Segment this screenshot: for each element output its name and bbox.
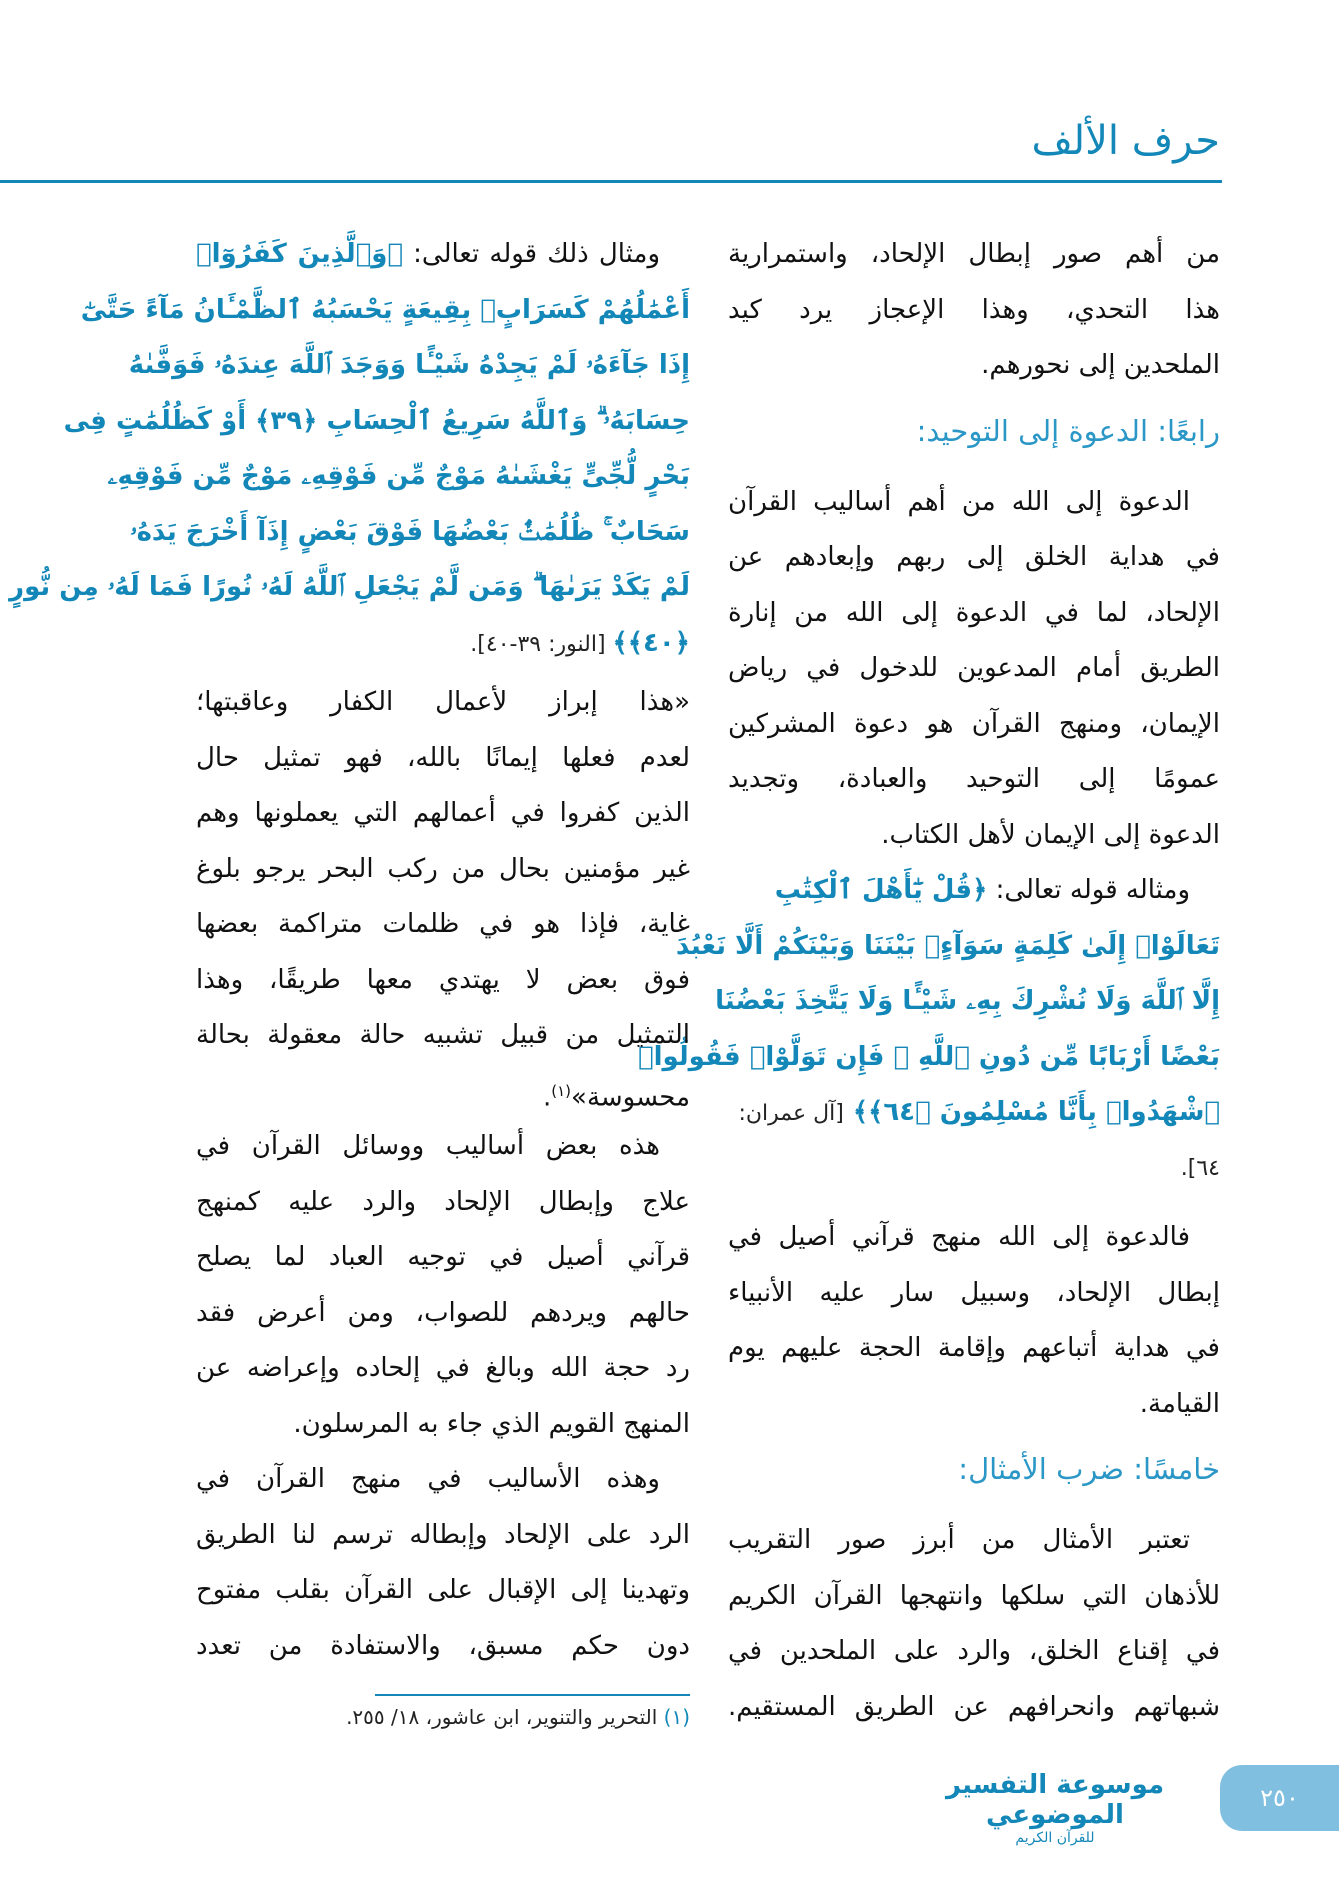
verse-text: بَعْضًا أَرْبَابًا مِّن دُونِ ٱللَّهِ ۚ فَإِن تَوَلَّوْا۟ فَقُولُوا۟ — [638, 1041, 1220, 1072]
text-line: المنهج القويم الذي جاء به المرسلون. — [293, 1408, 690, 1439]
text-line: قرآني أصيل في توجيه العباد لما يصلح — [196, 1242, 690, 1272]
text-line: الدعوة إلى الإيمان لأهل الكتاب. — [881, 819, 1220, 850]
text-line: الإلحاد، لما في الدعوة إلى الله من إنارة — [728, 597, 1220, 628]
section-heading: رابعًا: الدعوة إلى التوحيد: — [916, 413, 1220, 448]
text-line: هذا التحدي، وهذا الإعجاز يرد كيد — [728, 294, 1220, 325]
page-number-badge — [1220, 1765, 1339, 1831]
page-number: ٢٥٠ — [1260, 1784, 1299, 1812]
footnote-text: التحرير والتنوير، ابن عاشور، ١٨/ ٢٥٥. — [346, 1705, 658, 1729]
text-line: في هداية أتباعهم وإقامة الحجة عليهم يوم — [728, 1333, 1220, 1363]
text-line: للأذهان التي سلكها وانتهجها القرآن الكريم — [728, 1580, 1220, 1611]
footnote — [196, 1705, 690, 1729]
verse-line: سَحَابٌ ۚ ظُلُمَٰتٌۢ بَعْضُهَا فَوْقَ بَعْضٍ إِذَآ أَخْرَجَ يَدَهُۥ — [130, 516, 690, 547]
verse-reference: [آل عمران: — [738, 1101, 844, 1126]
text-line: في هداية الخلق إلى ربهم وإبعادهم عن — [728, 542, 1220, 572]
text-line: القيامة. — [1139, 1388, 1220, 1419]
text-line: محسوسة»$^{(١)}$. — [542, 1081, 690, 1113]
quote-intro: ومثاله قوله تعالى: — [987, 875, 1190, 905]
text-line: علاج وإبطال الإلحاد والرد عليه كمنهج — [196, 1186, 690, 1217]
text-line: عمومًا إلى التوحيد والعبادة، وتجديد — [728, 764, 1220, 794]
section-heading: خامسًا: ضرب الأمثال: — [958, 1452, 1220, 1486]
verse-line: بَحْرٍ لُّجِّىٍّ يَغْشَىٰهُ مَوْجٌ مِّن فَوْقِهِۦ مَوْجٌ مِّن فَوْقِهِۦ — [107, 461, 690, 491]
text-line: غير مؤمنين بحال من ركب البحر يرجو بلوغ — [196, 853, 690, 884]
text-line: من أهم صور إبطال الإلحاد، واستمرارية — [728, 239, 1220, 269]
text-line: الإيمان، ومنهج القرآن هو دعوة المشركين — [728, 708, 1220, 739]
footnote-divider — [375, 1694, 690, 1696]
text-line: إبطال الإلحاد، وسبيل سار عليه الأنبياء — [728, 1277, 1220, 1308]
verse-line: حِسَابَهُۥ ۗ وَٱللَّهُ سَرِيعُ ٱلْحِسَابِ ﴿٣٩﴾ أَوْ كَظُلُمَٰتٍ فِى — [63, 405, 690, 436]
left-column — [9, 227, 690, 1674]
verse-line — [715, 974, 1220, 1030]
text-line: وتهدينا إلى الإقبال على القرآن بقلب مفتوح — [196, 1575, 690, 1605]
verse-text: ﴿وَٱلَّذِينَ كَفَرُوٓا۟ — [196, 239, 403, 269]
text-line: هذه بعض أساليب ووسائل القرآن في — [196, 1131, 660, 1161]
text-line: غاية، فإذا هو في ظلمات متراكمة بعضها — [196, 909, 690, 939]
verse-end-line — [196, 616, 690, 672]
text-line: الرد على الإلحاد وإبطاله ترسم لنا الطريق — [196, 1519, 690, 1550]
verse-line: إِذَا جَآءَهُۥ لَمْ يَجِدْهُ شَيْـًٔا وَوَجَدَ ٱللَّهَ عِندَهُۥ فَوَفَّىٰهُ — [128, 350, 690, 380]
encyclopedia-logo — [930, 1770, 1180, 1850]
text-line: «هذا إبراز لأعمال الكفار وعاقبتها؛ — [196, 687, 690, 717]
text-line: شبهاتهم وانحرافهم عن الطريق المستقيم. — [728, 1691, 1220, 1722]
text-line: الدعوة إلى الله من أهم أساليب القرآن — [728, 486, 1190, 517]
text-line: تعتبر الأمثال من أبرز صور التقريب — [728, 1525, 1190, 1555]
text-line: لعدم فعلها إيمانًا بالله، فهو تمثيل حال — [196, 742, 690, 773]
text-line: دون حكم مسبق، والاستفادة من تعدد — [196, 1630, 690, 1661]
text-line: فالدعوة إلى الله منهج قرآني أصيل في — [728, 1222, 1190, 1252]
quote-line — [728, 863, 1220, 919]
logo-subtitle: للقرآن الكريم — [1015, 1830, 1095, 1846]
text-line: في إقناع الخلق، والرد على الملحدين في — [728, 1636, 1220, 1666]
text-line: رد حجة الله وبالغ في إلحاده وإعراضه عن — [196, 1353, 690, 1383]
logo-title: موسوعة التفسير الموضوعي — [945, 1770, 1165, 1830]
text-line: الطريق أمام المدعوين للدخول في رياض — [728, 653, 1220, 683]
text-line: التمثيل من قبيل تشبيه حالة معقولة بحالة — [196, 1020, 690, 1050]
quote-end: محسوسة» — [571, 1082, 690, 1113]
footnote-ref[interactable]: (١) — [551, 1081, 572, 1100]
verse-line — [638, 1030, 1220, 1086]
verse-line: أَعْمَٰلُهُمْ كَسَرَابٍۭ بِقِيعَةٍ يَحْسَبُهُ ٱلظَّمْـَٔانُ مَآءً حَتَّىٰٓ — [80, 294, 690, 325]
text-line: وهذه الأساليب في منهج القرآن في — [196, 1464, 660, 1494]
verse-text: ﴿٤٠﴾﴾ — [612, 627, 690, 658]
header-divider — [0, 180, 1222, 183]
verse-reference: [النور: ٣٩-٤٠]. — [470, 631, 613, 657]
text-line: فوق بعض لا يهتدي معها طريقًا، وهذا — [196, 964, 690, 995]
quote-line — [196, 227, 690, 283]
verse-line: لَمْ يَكَدْ يَرَىٰهَا ۗ وَمَن لَّمْ يَجْعَلِ ٱللَّهُ لَهُۥ نُورًا فَمَا لَهُۥ مِن نُّورٍ — [9, 572, 690, 602]
text-line: حالهم ويردهم للصواب، ومن أعرض فقد — [196, 1297, 690, 1328]
chapter-title: حرف الألف — [1031, 118, 1220, 164]
verse-text: ﴿قُلْ يَٰٓأَهْلَ ٱلْكِتَٰبِ — [774, 875, 988, 905]
text-line: الذين كفروا في أعمالهم التي يعملونها وهم — [196, 798, 690, 828]
quote-intro: ومثال ذلك قوله تعالى: — [402, 239, 661, 269]
verse-text: تَعَالَوْا۟ إِلَىٰ كَلِمَةٍ سَوَآءٍۭ بَيْنَنَا وَبَيْنَكُمْ أَلَّا نَعْبُدَ — [675, 930, 1220, 961]
text-line: الملحدين إلى نحورهم. — [981, 350, 1220, 380]
verse-line — [675, 919, 1220, 975]
footnote-mark: (١) — [663, 1705, 690, 1729]
verse-text: إِلَّا ٱللَّهَ وَلَا نُشْرِكَ بِهِۦ شَيْـًٔا وَلَا يَتَّخِذَ بَعْضُنَا — [715, 986, 1220, 1016]
verse-text: ٱشْهَدُوا۟ بِأَنَّا مُسْلِمُونَ ﴿٦٤﴾﴾ — [852, 1097, 1220, 1127]
verse-line — [728, 1085, 1220, 1141]
verse-reference-end: ٦٤]. — [1180, 1155, 1220, 1181]
